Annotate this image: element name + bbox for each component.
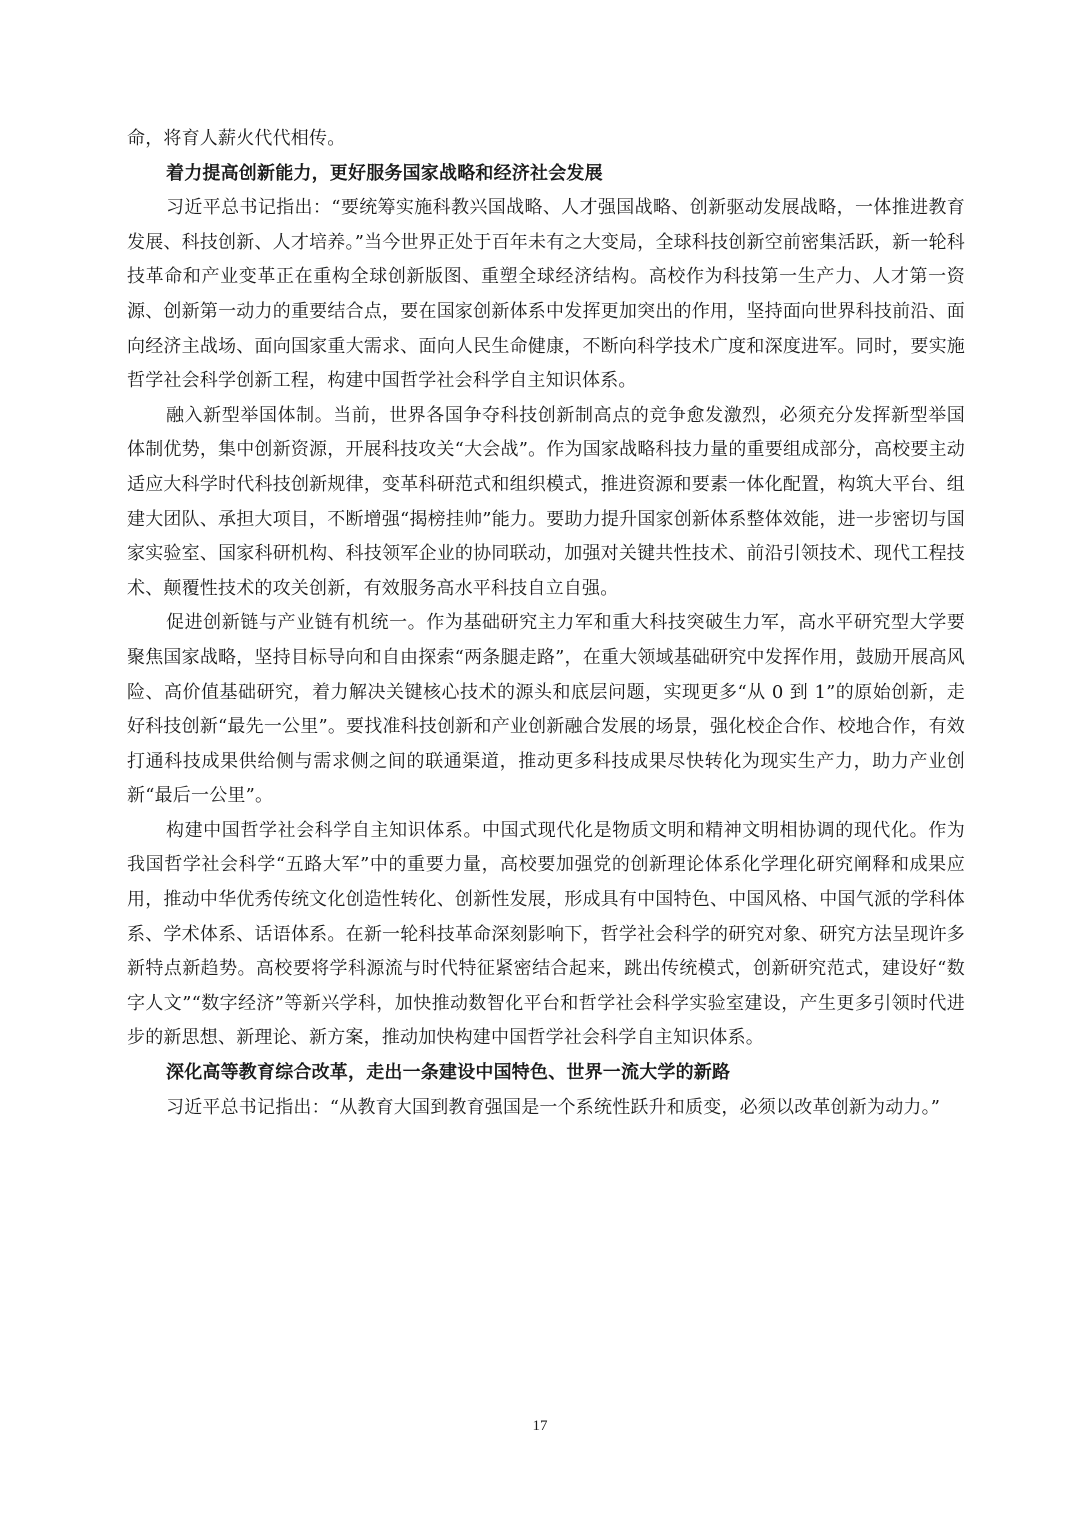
paragraph-continuation: 命，将育人薪火代代相传。 [127,128,346,149]
paragraph-knowledge-system: 构建中国哲学社会科学自主知识体系。中国式现代化是物质文明和精神文明相协调的现代化。作为我国哲学社会科学“五路大军”中的重要力量，高校要加强党的创新理论体系化学理化研究阐释和成果应用，推动中华优秀传统文化创造性转化、创新性发展，形成具有中国特色、中国风格、中国气派的学科体系、学术体系、话语体系。在新一轮科技革命深刻影响下，哲学社会科学的研究对象、研究方法呈现许多新特点新趋势。高校要将学科源流与时代特征紧密结合起来，跳出传统模式，创新研究范式，建设好“数字人文”“数字经济”等新兴学科，加快推动数智化平台和哲学社会科学实验室建设，产生更多引领时代进步的新思想、新理论、新方案，推动加快构建中国哲学社会科学自主知识体系。 [127,819,965,1049]
paragraph-innovation-chain: 促进创新链与产业链有机统一。作为基础研究主力军和重大科技突破生力军，高水平研究型大学要聚焦国家战略，坚持目标导向和自由探索“两条腿走路”，在重大领域基础研究中发挥作用，鼓励开展高风险、高价值基础研究，着力解决关键核心技术的源头和底层问题，实现更多“从 0 到 1”的原始创新，走好科技创新“最先一公里”。要找准科技创新和产业创新融合发展的场景，强化校企合作、校地合作，有效打通科技成果供给侧与需求侧之间的联通渠道，推动更多科技成果尽快转化为现实生产力，助力产业创新“最后一公里”。 [127,612,965,807]
paragraph-reform-intro: 习近平总书记指出：“从教育大国到教育强国是一个系统性跃升和质变，必须以改革创新为动力。” [166,1096,941,1118]
section-heading-reform: 深化高等教育综合改革，走出一条建设中国特色、世界一流大学的新路 [166,1062,731,1084]
section-heading-innovation: 着力提高创新能力，更好服务国家战略和经济社会发展 [166,162,603,184]
document-body [127,122,965,1125]
page-number: 17 [532,1418,548,1434]
paragraph-national-system: 融入新型举国体制。当前，世界各国争夺科技创新制高点的竞争愈发激烈，必须充分发挥新型举国体制优势，集中创新资源，开展科技攻关“大会战”。作为国家战略科技力量的重要组成部分，高校要主动适应大科学时代科技创新规律，变革科研范式和组织模式，推进资源和要素一体化配置，构筑大平台、组建大团队、承担大项目，不断增强“揭榜挂帅”能力。要助力提升国家创新体系整体效能，进一步密切与国家实验室、国家科研机构、科技领军企业的协同联动，加强对关键共性技术、前沿引领技术、现代工程技术、颠覆性技术的攻关创新，有效服务高水平科技自立自强。 [127,404,965,599]
paragraph-innovation-intro: 习近平总书记指出：“要统筹实施科教兴国战略、人才强国战略、创新驱动发展战略，一体推进教育发展、科技创新、人才培养。”当今世界正处于百年未有之大变局，全球科技创新空前密集活跃，新一轮科技革命和产业变革正在重构全球创新版图、重塑全球经济结构。高校作为科技第一生产力、人才第一资源、创新第一动力的重要结合点，要在国家创新体系中发挥更加突出的作用，坚持面向世界科技前沿、面向经济主战场、面向国家重大需求、面向人民生命健康，不断向科学技术广度和深度进军。同时，要实施哲学社会科学创新工程，构建中国哲学社会科学自主知识体系。 [127,197,965,392]
